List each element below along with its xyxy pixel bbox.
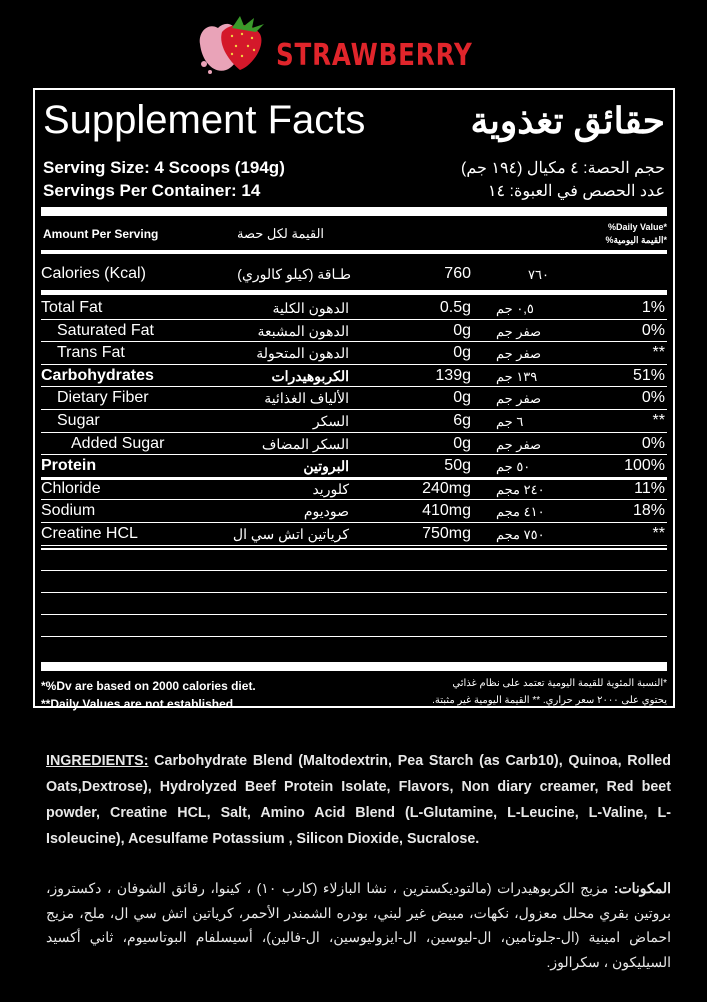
nutrient-name-en: Saturated Fat [57,321,154,339]
nutrient-amount-ar: صفر جم [496,346,542,362]
divider-calories [41,290,667,295]
nutrient-row [41,455,667,477]
title-arabic: حقائق تغذوية [470,100,665,141]
nutrient-amount: 50g [444,457,471,475]
nutrient-daily-value: 0% [641,434,665,452]
nutrient-name-ar: كلوريد [312,480,349,497]
blank-row-line [41,636,667,637]
blank-row-line [41,592,667,593]
nutrient-amount-ar: ٢٤٠ مجم [496,481,545,497]
nutrient-amount-ar: صفر جم [496,323,542,339]
nutrient-amount: 750mg [422,525,471,542]
nutrient-name-ar: الألياف الغذائية [264,390,349,407]
nutrient-row [41,478,667,500]
nutrient-daily-value: ** [652,344,665,362]
nutrient-daily-value: 100% [624,457,665,475]
nutrient-name-en: Added Sugar [71,434,165,452]
nutrient-daily-value: 11% [634,479,665,497]
nutrient-name-en: Dietary Fiber [57,389,149,407]
nutrient-name-en: Carbohydrates [41,366,154,384]
flavor-name: STRAWBERRY [276,38,473,73]
nutrient-amount-ar: ٥٠ جم [496,459,531,475]
nutrient-amount: 240mg [422,479,471,497]
nutrient-amount-ar: صفر جم [496,436,542,452]
nutrient-name-ar: الدهون المشبعة [257,322,349,339]
nutrient-name-en: Chloride [41,479,101,497]
nutrient-row [41,410,667,432]
nutrient-name-en: Sugar [57,412,100,429]
nutrient-amount: 410mg [422,502,471,520]
blank-row-line [41,614,667,615]
ingredients-en [46,748,671,852]
nutrient-row [41,387,667,409]
nutrient-amount: 0g [453,434,471,452]
nutrient-name-ar: السكر [312,413,349,429]
nutrient-daily-value: 0% [641,321,665,339]
nutrient-row [41,320,667,342]
nutrient-daily-value: 0% [641,389,665,407]
nutrient-daily-value: ** [652,525,665,542]
servings-per-container-ar: عدد الحصص في العبوة: ١٤ [487,183,665,200]
nutrient-daily-value: 51% [632,366,665,384]
calories-label-en: Calories (Kcal) [41,265,146,282]
footnote-dv-ar: *النسبة المئوية للقيمة اليومية تعتمد على نظام غذائي [452,678,667,689]
nutrient-name-en: Trans Fat [57,344,125,362]
footnote-not-established-ar: يحتوي على ٢٠٠٠ سعر حراري. ** القيمة اليومية غير مثبتة. [432,695,667,706]
row-separator [41,545,667,546]
nutrient-name-en: Protein [41,457,97,475]
ingredients-label-ar: المكونات: [613,880,671,896]
divider-bottom-table [41,548,667,550]
nutrient-name-ar: السكر المضاف [261,435,349,452]
brand-header [0,8,707,76]
nutrient-amount: 0g [453,321,471,339]
calories-amount-ar: ٧٦٠ [528,267,549,282]
nutrient-name-ar: كرياتين اتش سي ال [232,526,349,542]
amount-per-serving-en: Amount Per Serving [43,227,159,241]
nutrient-name-ar: الدهون الكلية [272,300,349,316]
nutrient-row [41,342,667,364]
divider-thick [41,207,667,216]
nutrient-amount: 0g [453,389,471,407]
nutrient-amount-ar: صفر جم [496,391,542,407]
nutrient-amount-ar: ٦ جم [496,414,524,429]
nutrient-row [41,523,667,545]
nutrient-name-ar: صوديوم [303,503,349,520]
nutrient-row [41,500,667,522]
nutrient-row [41,297,667,319]
ingredients-label-en: INGREDIENTS: [46,753,149,769]
nutrient-name-en: Creatine HCL [41,525,138,542]
ingredients-ar [46,876,671,974]
ingredients-text-ar: مزيج الكربوهيدرات (مالتوديكسترين ، نشا البازلاء (كارب ١٠) ، كينوا، رقائق الشوفان ، دكستروز، بروتين بقري محلل معزول، نكهات، مبيض غير لبني، بودره الشمندر الأحمر، كرياتين اتش سي ال، ملح، مزيج احماض امينية (ال-جلوتامين، ال-ليوسين، ال-ايزوليوسين، ال-فالين)، أسيسلفام البوتاسيوم، ثاني أكسيد السيليكون ، سكرالوز. [46,880,671,970]
nutrient-amount-ar: ٧٥٠ مجم [496,527,545,542]
footnote-not-established-en: **Daily Values are not established. [41,697,237,711]
calories-row [41,263,667,285]
serving-size-en: Serving Size: 4 Scoops (194g) [43,158,285,177]
nutrient-amount-ar: ٠,٥ جم [496,301,534,316]
nutrient-name-ar: البروتين [303,458,349,475]
calories-label-ar: طـاقة (كيلو كالوري) [237,266,351,282]
nutrient-amount-ar: ٤١٠ مجم [496,504,545,520]
blank-row-line [41,570,667,571]
nutrient-name-ar: الدهون المتحولة [256,345,349,362]
strawberry-splash-logo [196,14,274,76]
nutrient-amount-ar: ١٣٩ جم [496,368,538,384]
nutrient-name-ar: الكربوهيدرات [271,367,349,384]
daily-value-header-ar: *القيمة اليومية% [605,235,667,245]
title-english: Supplement Facts [43,98,366,142]
daily-value-header-en: %Daily Value* [607,222,667,232]
supplement-facts-panel [33,88,675,711]
nutrient-amount: 139g [435,366,471,384]
nutrient-name-en: Total Fat [41,299,103,316]
nutrient-amount: 0g [453,344,471,362]
calories-amount: 760 [444,265,471,282]
nutrient-daily-value: ** [652,412,665,429]
ingredients-text-en: Carbohydrate Blend (Maltodextrin, Pea Starch (as Carb10), Quinoa, Rolled Oats,Dextrose), Hydrolyzed Beef Protein Isolate, Flavors, Non diary creamer, Red beet powder, Creatine HCL, Salt, Amino Acid Blend (L-Glutamine, L-Leucine, L-Valine, L-Isoleucine), Acesulfame Potassium , Silicon Dioxide, Sucralose. [46,753,671,847]
nutrient-amount: 0.5g [439,299,471,316]
nutrient-amount: 6g [453,412,471,429]
servings-per-container-en: Servings Per Container: 14 [43,181,261,200]
nutrient-name-en: Sodium [41,502,96,520]
amount-per-serving-ar: القيمة لكل حصة [237,226,325,241]
nutrient-daily-value: 1% [641,299,665,316]
nutrient-row [41,433,667,455]
nutrient-daily-value: 18% [632,502,665,520]
serving-size-ar: حجم الحصة: ٤ مكيال (١٩٤ جم) [461,160,665,177]
nutrient-row [41,365,667,387]
divider-footnote [41,662,667,671]
divider-medium [41,250,667,254]
footnote-dv-en: *%Dv are based on 2000 calories diet. [41,679,256,693]
